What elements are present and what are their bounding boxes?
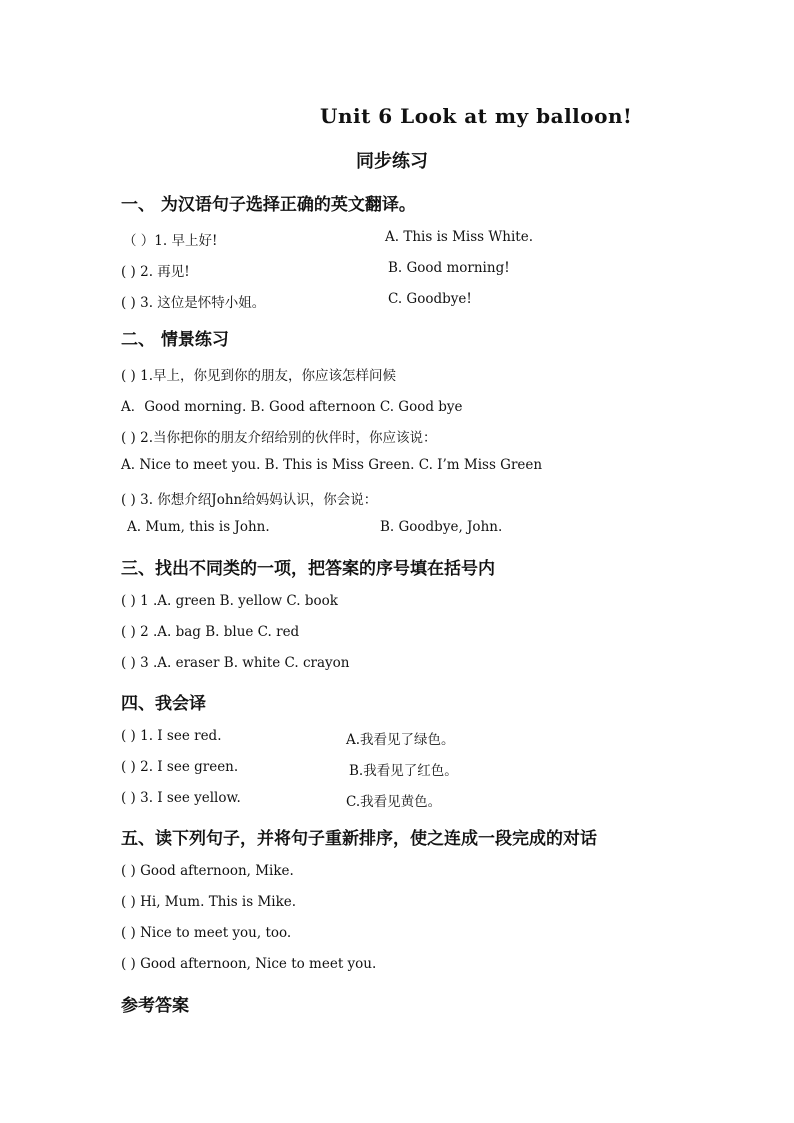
s4-q1: ( ) 1. I see red.: [121, 728, 222, 744]
answer-key-heading: 参考答案: [121, 996, 189, 1016]
s4-option-b: B.我看见了红色。: [349, 763, 458, 779]
s1-option-c: C. Goodbye!: [388, 291, 472, 307]
s4-option-a: A.我看见了绿色。: [346, 732, 455, 748]
s2-q1-options: A．Good morning. B. Good afternoon C. Good bye: [121, 399, 463, 415]
s2-q3-option-b: B. Goodbye, John.: [380, 519, 503, 535]
s5-line-4: ( ) Good afternoon, Nice to meet you.: [121, 956, 377, 972]
s2-q1: ( ) 1.早上，你见到你的朋友，你应该怎样问候: [121, 368, 396, 384]
s3-q1: ( ) 1 .A. green B. yellow C. book: [121, 593, 338, 609]
s1-q1: （ ）1. 早上好!: [123, 233, 218, 249]
s4-option-c: C.我看见黄色。: [346, 794, 442, 810]
document-subtitle: 同步练习: [356, 151, 428, 172]
s4-q2: ( ) 2. I see green.: [121, 759, 239, 775]
s4-q3: ( ) 3. I see yellow.: [121, 790, 241, 806]
document-title: Unit 6 Look at my balloon!: [320, 104, 633, 128]
section-5-heading: 五、读下列句子，并将句子重新排序，使之连成一段完成的对话: [121, 829, 597, 849]
s1-option-a: A. This is Miss White.: [385, 229, 533, 245]
section-1-heading: 一、 为汉语句子选择正确的英文翻译。: [121, 195, 416, 215]
s2-q3: ( ) 3. 你想介绍John给妈妈认识，你会说：: [121, 492, 378, 508]
s2-q2-options: A. Nice to meet you. B. This is Miss Green. C. I’m Miss Green: [121, 457, 543, 473]
s2-q3-option-a: A. Mum, this is John.: [127, 519, 270, 535]
s3-q3: ( ) 3 .A. eraser B. white C. crayon: [121, 655, 350, 671]
s3-q2: ( ) 2 .A. bag B. blue C. red: [121, 624, 300, 640]
s1-q2: ( ) 2. 再见!: [121, 264, 190, 280]
s5-line-2: ( ) Hi, Mum. This is Mike.: [121, 894, 297, 910]
s2-q2: ( ) 2.当你把你的朋友介绍给别的伙伴时，你应该说：: [121, 430, 437, 446]
s5-line-1: ( ) Good afternoon, Mike.: [121, 863, 294, 879]
section-3-heading: 三、找出不同类的一项，把答案的序号填在括号内: [121, 559, 495, 579]
s1-option-b: B. Good morning!: [388, 260, 510, 276]
s5-line-3: ( ) Nice to meet you, too.: [121, 925, 292, 941]
s1-q3: ( ) 3. 这位是怀特小姐。: [121, 295, 266, 311]
section-2-heading: 二、 情景练习: [121, 330, 229, 350]
section-4-heading: 四、我会译: [121, 694, 206, 714]
